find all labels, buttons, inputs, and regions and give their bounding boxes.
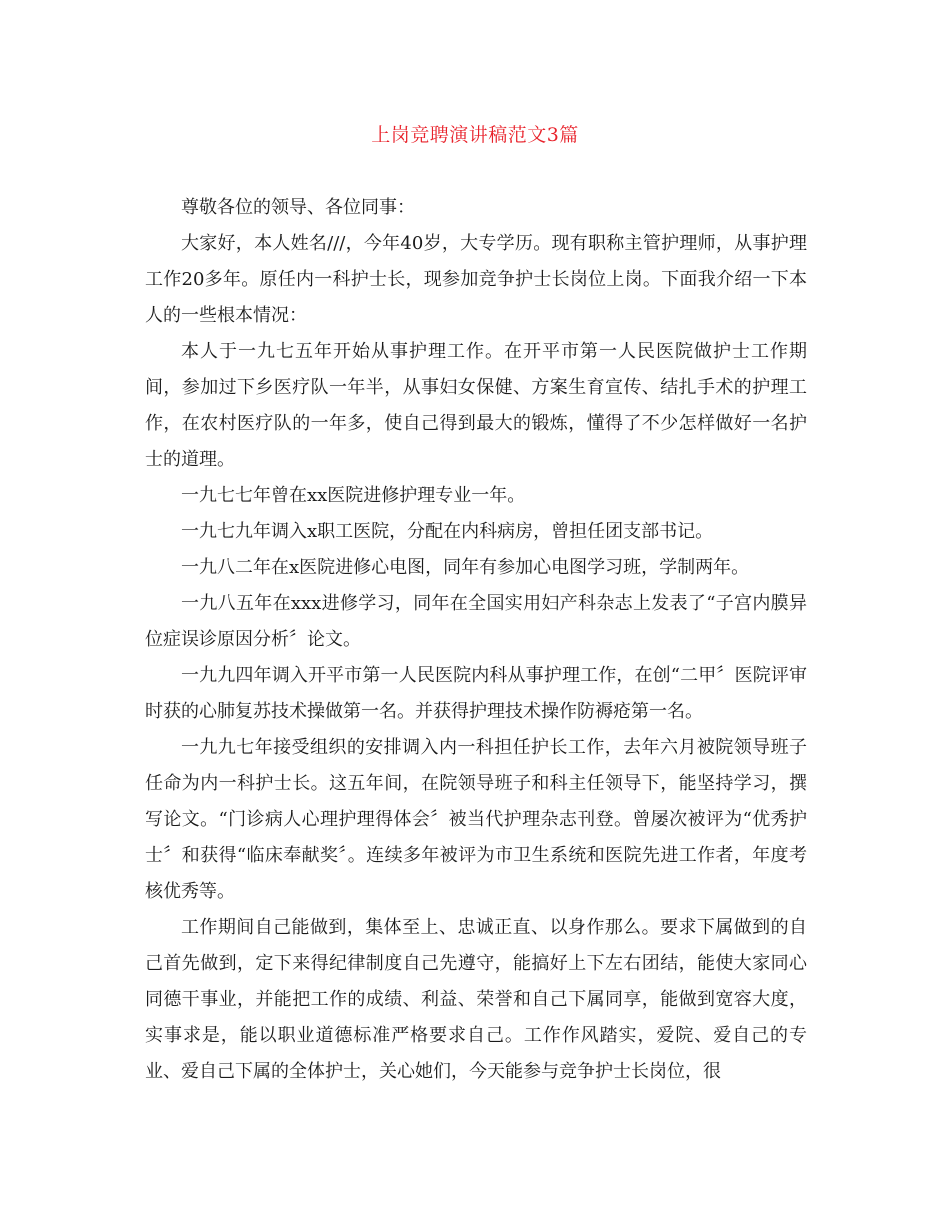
paragraph-1994: 一九九四年调入开平市第一人民医院内科从事护理工作，在创“二甲〞医院评审时获的心肺复苏技术操做第一名。并获得护理技术操作防褥疮第一名。: [145, 665, 807, 722]
paragraph-1982: 一九八二年在x医院进修心电图，同年有参加心电图学习班，学制两年。: [181, 557, 750, 578]
paragraph-career-start: 本人于一九七五年开始从事护理工作。在开平市第一人民医院做护士工作期间，参加过下乡医疗队一年半，从事妇女保健、方案生育宣传、结扎手术的护理工作，在农村医疗队的一年多，使自己得到最大的锻炼，懂得了不少怎样做好一名护士的道理。: [145, 341, 807, 470]
document-title: 上岗竞聘演讲稿范文3篇: [371, 124, 579, 146]
paragraph-1997: 一九九七年接受组织的安排调入内一科担任护长工作，去年六月被院领导班子任命为内一科护士长。这五年间，在院领导班子和科主任领导下，能坚持学习，撰写论文。“门诊病人心理护理得体会〞被当代护理杂志刊登。曾屡次被评为“优秀护士〞和获得“临床奉献奖〞。连续多年被评为市卫生系统和医院先进工作者，年度考核优秀等。: [145, 737, 807, 902]
paragraph-1977: 一九七七年曾在xx医院进修护理专业一年。: [181, 485, 526, 506]
paragraph-introduction: 大家好，本人姓名///，今年40岁，大专学历。现有职称主管护理师，从事护理工作20多年。原任内一科护士长，现参加竞争护士长岗位上岗。下面我介绍一下本人的一些根本情况：: [145, 233, 807, 326]
paragraph-1979: 一九七九年调入x职工医院，分配在内科病房，曾担任团支部书记。: [181, 521, 714, 542]
paragraph-salutation: 尊敬各位的领导、各位同事：: [181, 197, 415, 218]
paragraph-work-ethic: 工作期间自己能做到，集体至上、忠诚正直、以身作那么。要求下属做到的自己首先做到，定下来得纪律制度自己先遵守，能搞好上下左右团结，能使大家同心同德干事业，并能把工作的成绩、利益、荣誉和自己下属同享，能做到宽容大度，实事求是，能以职业道德标准严格要求自己。工作作风踏实，爱院、爱自己的专业、爱自己下属的全体护士，关心她们，今天能参与竞争护士长岗位，很: [145, 917, 807, 1082]
document-body: [145, 190, 807, 1090]
paragraph-1985: 一九八五年在xxx进修学习，同年在全国实用妇产科杂志上发表了“子宫内膜异位症误诊原因分析〞论文。: [145, 593, 807, 650]
